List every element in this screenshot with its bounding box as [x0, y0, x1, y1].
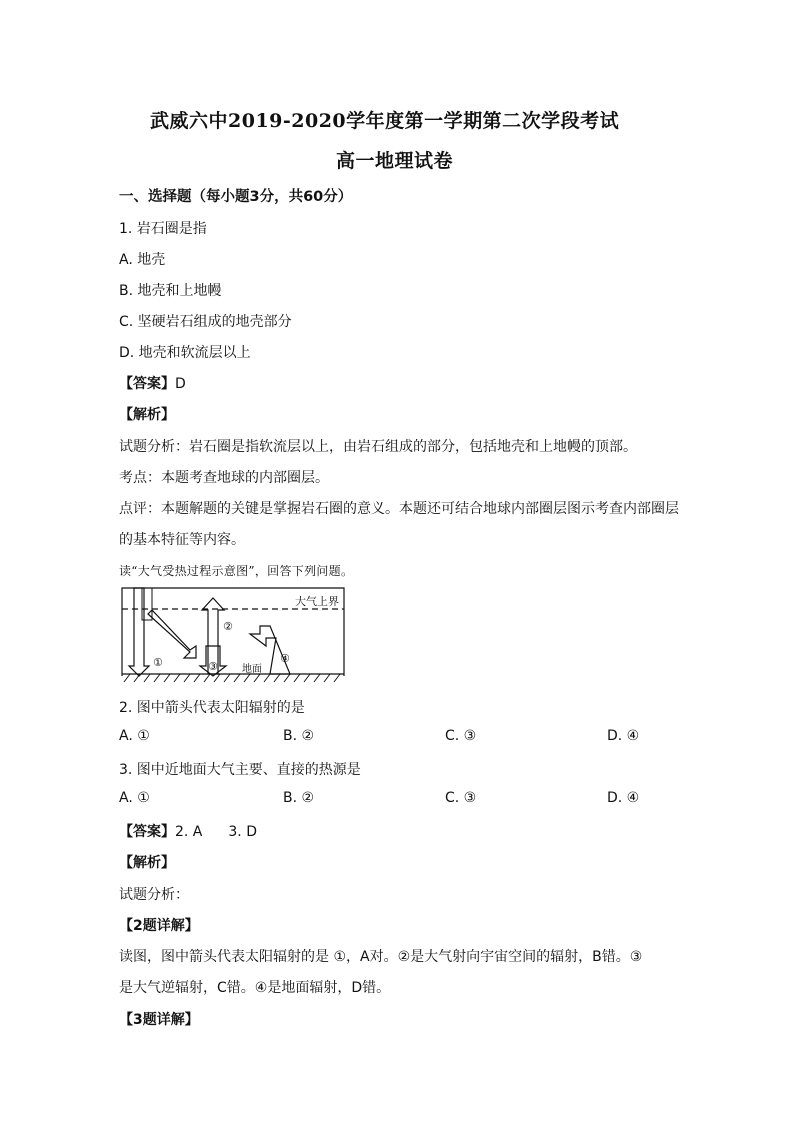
detail-2-line-1: 读图，图中箭头代表太阳辐射的是 ①，A对。②是大气射向宇宙空间的辐射，B错。③	[119, 949, 643, 965]
question-1-option-c: C. 坚硬岩石组成的地壳部分	[119, 314, 292, 330]
question-3-option-b: B. ②	[283, 790, 315, 806]
analysis-intro-2-3: 试题分析：	[119, 887, 189, 903]
question-1-option-d: D. 地壳和软流层以上	[119, 345, 251, 361]
label-upper-atmosphere: 大气上界	[295, 595, 339, 608]
question-1-option-a: A. 地壳	[119, 252, 166, 268]
question-3-option-c: C. ③	[445, 790, 477, 806]
answer-value: D	[175, 376, 186, 392]
marker-1: ①	[153, 656, 163, 669]
detail-3-label: 【3题详解】	[119, 1012, 199, 1028]
label-ground: 地面	[242, 664, 262, 675]
answer-3-value: 3. D	[228, 824, 257, 840]
question-2-option-c: C. ③	[445, 728, 477, 744]
detail-2-label: 【2题详解】	[119, 918, 199, 934]
answer-2-3	[119, 821, 257, 841]
question-2-option-b: B. ②	[283, 728, 315, 744]
answer-label: 【答案】	[119, 376, 175, 392]
page-title: 武威六中2019-2020学年度第一学期第二次学段考试	[150, 110, 620, 132]
detail-2-line-2: 是大气逆辐射，C错。④是地面辐射，D错。	[119, 980, 391, 996]
question-2-option-d: D. ④	[607, 728, 640, 744]
page-subtitle: 高一地理试卷	[336, 150, 454, 172]
marker-2: ②	[223, 620, 233, 633]
question-2-option-a: A. ①	[119, 728, 150, 744]
atmosphere-heating-diagram	[120, 586, 346, 686]
analysis-label-2-3: 【解析】	[119, 855, 175, 871]
answer-1	[119, 373, 186, 393]
question-3-option-a: A. ①	[119, 790, 150, 806]
answer-2-value: 2. A	[175, 824, 203, 840]
analysis-label-1: 【解析】	[119, 407, 175, 423]
read-instruction: 读“大气受热过程示意图”，回答下列问题。	[119, 564, 354, 578]
section-heading: 一、选择题（每小题3分，共60分）	[119, 189, 353, 205]
answer-label: 【答案】	[119, 824, 175, 840]
question-1-option-b: B. 地壳和上地幔	[119, 283, 222, 299]
question-2-stem: 2. 图中箭头代表太阳辐射的是	[119, 700, 305, 716]
marker-3: ③	[208, 660, 218, 673]
question-3-stem: 3. 图中近地面大气主要、直接的热源是	[119, 762, 361, 778]
question-1-stem: 1. 岩石圈是指	[119, 221, 207, 237]
dianping-line-2: 的基本特征等内容。	[119, 532, 245, 548]
marker-4: ④	[280, 652, 290, 665]
question-3-option-d: D. ④	[607, 790, 640, 806]
dianping-line-1: 点评：本题解题的关键是掌握岩石圈的意义。本题还可结合地球内部圈层图示考查内部圈层	[119, 501, 679, 517]
kaodian-text: 考点：本题考查地球的内部圈层。	[119, 470, 329, 486]
analysis-text-1: 试题分析：岩石圈是指软流层以上，由岩石组成的部分，包括地壳和上地幔的顶部。	[119, 439, 637, 455]
